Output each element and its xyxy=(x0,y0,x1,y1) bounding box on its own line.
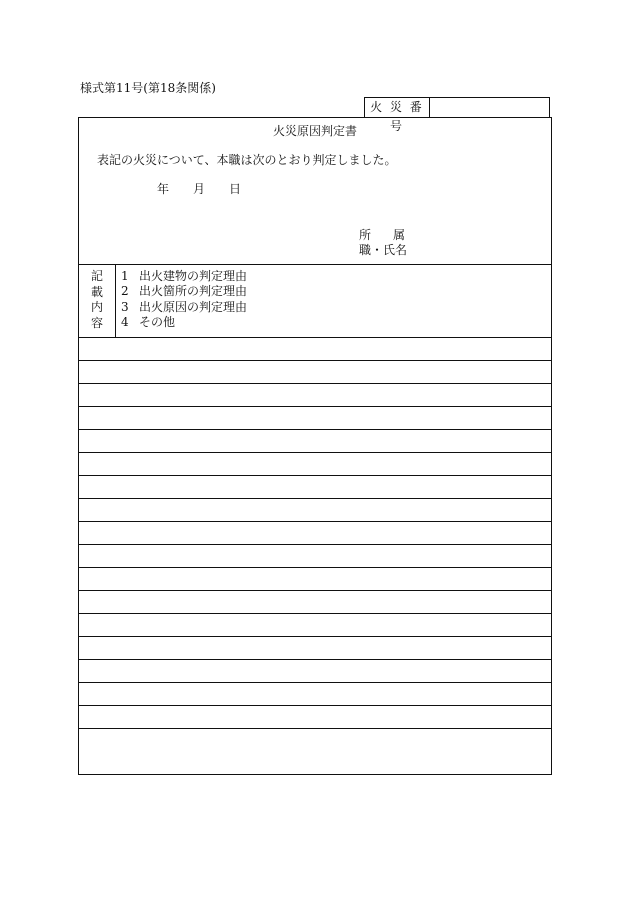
contents-item xyxy=(121,284,247,299)
item-number: 2 xyxy=(121,284,129,299)
name-label: 職・氏名 xyxy=(359,243,408,257)
contents-label-char: 容 xyxy=(90,315,103,330)
item-text: 出火箇所の判定理由 xyxy=(139,284,248,299)
writing-line[interactable] xyxy=(79,545,551,568)
name-row xyxy=(359,241,407,258)
form-number-label: 様式第11号(第18条関係) xyxy=(80,81,216,95)
item-text: 出火原因の判定理由 xyxy=(139,299,248,314)
statement-text: 表記の火災について、本職は次のとおり判定しました。 xyxy=(97,153,397,167)
affiliation-label: 所属 xyxy=(359,228,405,242)
date-month: 月 xyxy=(193,182,206,196)
writing-line[interactable] xyxy=(79,430,551,453)
contents-label xyxy=(79,265,116,337)
item-text: その他 xyxy=(139,314,176,329)
contents-item xyxy=(121,269,247,284)
contents-label-char: 内 xyxy=(90,300,103,314)
writing-line[interactable] xyxy=(79,683,551,706)
fire-number-field[interactable] xyxy=(430,98,549,117)
writing-line[interactable] xyxy=(79,499,551,522)
form-header xyxy=(79,118,551,265)
date-day: 日 xyxy=(229,182,242,196)
writing-line[interactable] xyxy=(79,361,551,384)
writing-line[interactable] xyxy=(79,338,551,361)
writing-line[interactable] xyxy=(79,407,551,430)
contents-section xyxy=(79,265,551,338)
writing-line[interactable] xyxy=(79,660,551,683)
form-title: 火災原因判定書 xyxy=(272,124,357,138)
writing-lines xyxy=(79,338,551,752)
writing-line[interactable] xyxy=(79,453,551,476)
writing-line[interactable] xyxy=(79,568,551,591)
date-year: 年 xyxy=(157,182,170,196)
item-number: 4 xyxy=(121,314,129,329)
fire-number-box xyxy=(364,97,550,133)
contents-item xyxy=(121,300,247,315)
date-line xyxy=(157,180,265,197)
writing-line[interactable] xyxy=(79,614,551,637)
contents-label-char: 記 xyxy=(90,269,103,283)
writing-line[interactable] xyxy=(79,522,551,545)
writing-line[interactable] xyxy=(79,706,551,729)
item-number: 1 xyxy=(121,269,129,283)
writing-line[interactable] xyxy=(79,384,551,407)
writing-line[interactable] xyxy=(79,591,551,614)
contents-label-char: 載 xyxy=(90,284,103,299)
judgment-form xyxy=(78,117,552,775)
writing-line[interactable] xyxy=(79,637,551,660)
fire-number-label: 火 災 番 号 xyxy=(365,98,430,117)
writing-line[interactable] xyxy=(79,729,551,752)
item-number: 3 xyxy=(121,299,129,314)
contents-items xyxy=(116,265,247,337)
contents-item xyxy=(121,315,247,330)
writing-line[interactable] xyxy=(79,476,551,499)
item-text: 出火建物の判定理由 xyxy=(139,269,248,283)
